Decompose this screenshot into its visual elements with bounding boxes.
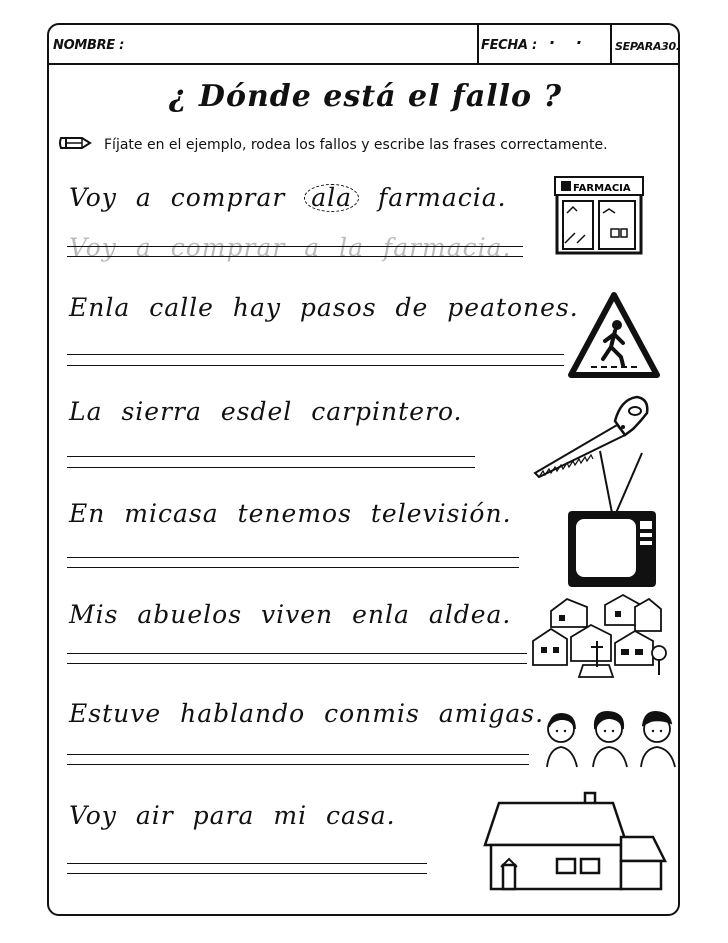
example-sentence — [69, 183, 507, 212]
date-dots: · · — [549, 33, 582, 52]
exercise-sentence: La sierra esdel carpintero. — [69, 397, 463, 426]
writing-line — [67, 354, 564, 355]
writing-line — [67, 764, 529, 765]
exercise-sentence: Mis abuelos viven enla aldea. — [69, 600, 512, 629]
writing-line — [67, 246, 523, 247]
writing-line — [67, 663, 527, 664]
header-divider — [477, 25, 479, 63]
example-text-before: Voy a comprar — [69, 183, 286, 212]
page-title: ¿ Dónde está el fallo ? — [168, 79, 563, 114]
worksheet — [47, 23, 680, 916]
exercise-sentence: Estuve hablando conmis amigas. — [69, 699, 545, 728]
writing-line — [67, 365, 564, 366]
writing-line — [67, 557, 519, 558]
writing-line — [67, 653, 527, 654]
village-icon — [531, 591, 667, 685]
name-label: NOMBRE : — [53, 38, 124, 53]
date-label: FECHA : — [481, 38, 537, 53]
instruction-text: Fíjate en el ejemplo, rodea los fallos y escribe las frases correctamente. — [104, 137, 608, 153]
television-icon — [564, 447, 660, 599]
house-icon — [481, 791, 671, 897]
instruction — [58, 135, 608, 155]
exercise-sentence: Enla calle hay pasos de peatones. — [69, 293, 579, 322]
header-divider — [610, 25, 612, 63]
pharmacy-icon — [551, 173, 647, 261]
friends-icon — [539, 709, 679, 773]
writing-line — [67, 863, 427, 864]
pharmacy-sign-text: FARMACIA — [573, 183, 631, 194]
circled-error: ala — [304, 184, 359, 212]
writing-line — [67, 256, 523, 257]
header-line — [49, 63, 678, 65]
writing-line — [67, 456, 475, 457]
writing-line — [67, 754, 529, 755]
writing-line — [67, 567, 519, 568]
crosswalk-sign-icon — [567, 291, 661, 383]
pencil-icon — [58, 135, 92, 155]
exercise-sentence: Voy air para mi casa. — [69, 801, 396, 830]
writing-line — [67, 467, 475, 468]
example-correct: Voy a comprar a la farmacia. — [69, 233, 512, 262]
writing-line — [67, 873, 427, 874]
example-text-after: farmacia. — [378, 183, 507, 212]
worksheet-code: SEPARA30. — [615, 40, 680, 53]
exercise-sentence: En micasa tenemos televisión. — [69, 499, 512, 528]
